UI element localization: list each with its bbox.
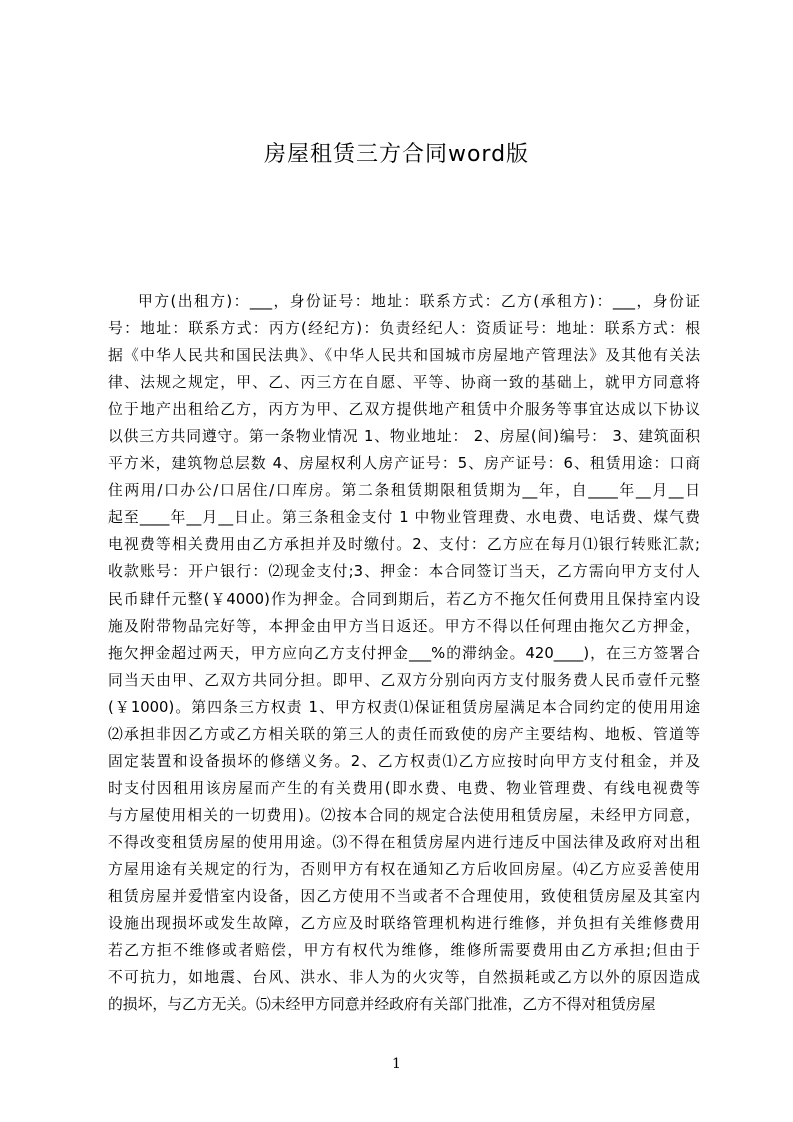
body-line: 租赁房屋并爱惜室内设备，因乙方使用不当或者不合理使用，致使租赁房屋及其室内	[108, 888, 700, 906]
body-line: 的损坏，与乙方无关。⑸未经甲方同意并经政府有关部门批准，乙方不得对租赁房屋	[108, 996, 656, 1014]
body-line: 设施出现损坏或发生故障，乙方应及时联络管理机构进行维修，并负担有关维修费用	[108, 915, 700, 933]
body-line: 号：地址：联系方式：丙方(经纪方)：负责经纪人：资质证号：地址：联系方式：根	[108, 320, 700, 338]
document-title: 房屋租赁三方合同word版	[263, 142, 530, 167]
contract-body	[108, 288, 700, 1018]
body-line: ⑵承担非因乙方或乙方相关联的第三人的责任而致使的房产主要结构、地板、管道等	[108, 725, 700, 743]
body-line: 与方屋使用相关的一切费用)。⑵按本合同的规定合法使用租赁房屋，未经甲方同意，	[108, 806, 700, 824]
body-line: (￥1000)。第四条三方权责 1、甲方权责⑴保证租赁房屋满足本合同约定的使用用途	[108, 698, 700, 716]
body-line: 收款账号：开户银行：⑵现金支付;3、押金：本合同签订当天，乙方需向甲方支付人	[108, 563, 700, 581]
body-line: 民币肆仟元整(￥4000)作为押金。合同到期后，若乙方不拖欠任何费用且保持室内设	[108, 590, 700, 608]
body-line: 甲方(出租方)：___，身份证号：地址：联系方式：乙方(承租方)：___，身份证	[138, 293, 700, 310]
body-line: 施及附带物品完好等，本押金由甲方当日返还。甲方不得以任何理由拖欠乙方押金，	[108, 617, 700, 635]
body-line: 据《中华人民共和国民法典》、《中华人民共和国城市房屋地产管理法》及其他有关法	[108, 347, 700, 365]
body-line: 以供三方共同遵守。第一条物业情况 1、物业地址： 2、房屋(间)编号： 3、建筑面积	[108, 428, 700, 446]
body-line: 律、法规之规定，甲、乙、丙三方在自愿、平等、协商一致的基础上，就甲方同意将	[108, 374, 700, 392]
page-number: 1	[392, 1056, 401, 1072]
body-line: 拖欠押金超过两天，甲方应向乙方支付押金___%的滞纳金。420____)，在三方签署合	[108, 644, 700, 662]
body-line: 不可抗力，如地震、台风、洪水、非人为的火灾等，自然损耗或乙方以外的原因造成	[108, 969, 700, 987]
body-line: 若乙方拒不维修或者赔偿，甲方有权代为维修，维修所需要费用由乙方承担;但由于	[108, 942, 700, 960]
body-line: 方屋用途有关规定的行为，否则甲方有权在通知乙方后收回房屋。⑷乙方应妥善使用	[108, 860, 700, 878]
body-line: 位于地产出租给乙方，丙方为甲、乙双方提供地产租赁中介服务等事宜达成以下协议	[108, 401, 700, 419]
body-line: 起至____年__月__日止。第三条租金支付 1 中物业管理费、水电费、电话费、煤气费	[108, 509, 700, 527]
body-line: 不得改变租赁房屋的使用用途。⑶不得在租赁房屋内进行违反中国法律及政府对出租	[108, 833, 700, 851]
body-line: 电视费等相关费用由乙方承担并及时缴付。2、支付：乙方应在每月⑴银行转账汇款;	[108, 536, 700, 554]
body-line: 同当天由甲、乙双方共同分担。即甲、乙双方分别向丙方支付服务费人民币壹仟元整	[108, 671, 700, 689]
body-line: 住两用/口办公/口居住/口库房。第二条租赁期限租赁期为__年，自____年__月__日	[108, 482, 700, 500]
body-line: 固定装置和设备损坏的修缮义务。2、乙方权责⑴乙方应按时向甲方支付租金，并及	[108, 752, 700, 770]
body-line: 平方米，建筑物总层数 4、房屋权利人房产证号：5、房产证号：6、租赁用途：口商	[108, 455, 700, 473]
body-line: 时支付因租用该房屋而产生的有关费用(即水费、电费、物业管理费、有线电视费等	[108, 779, 700, 797]
